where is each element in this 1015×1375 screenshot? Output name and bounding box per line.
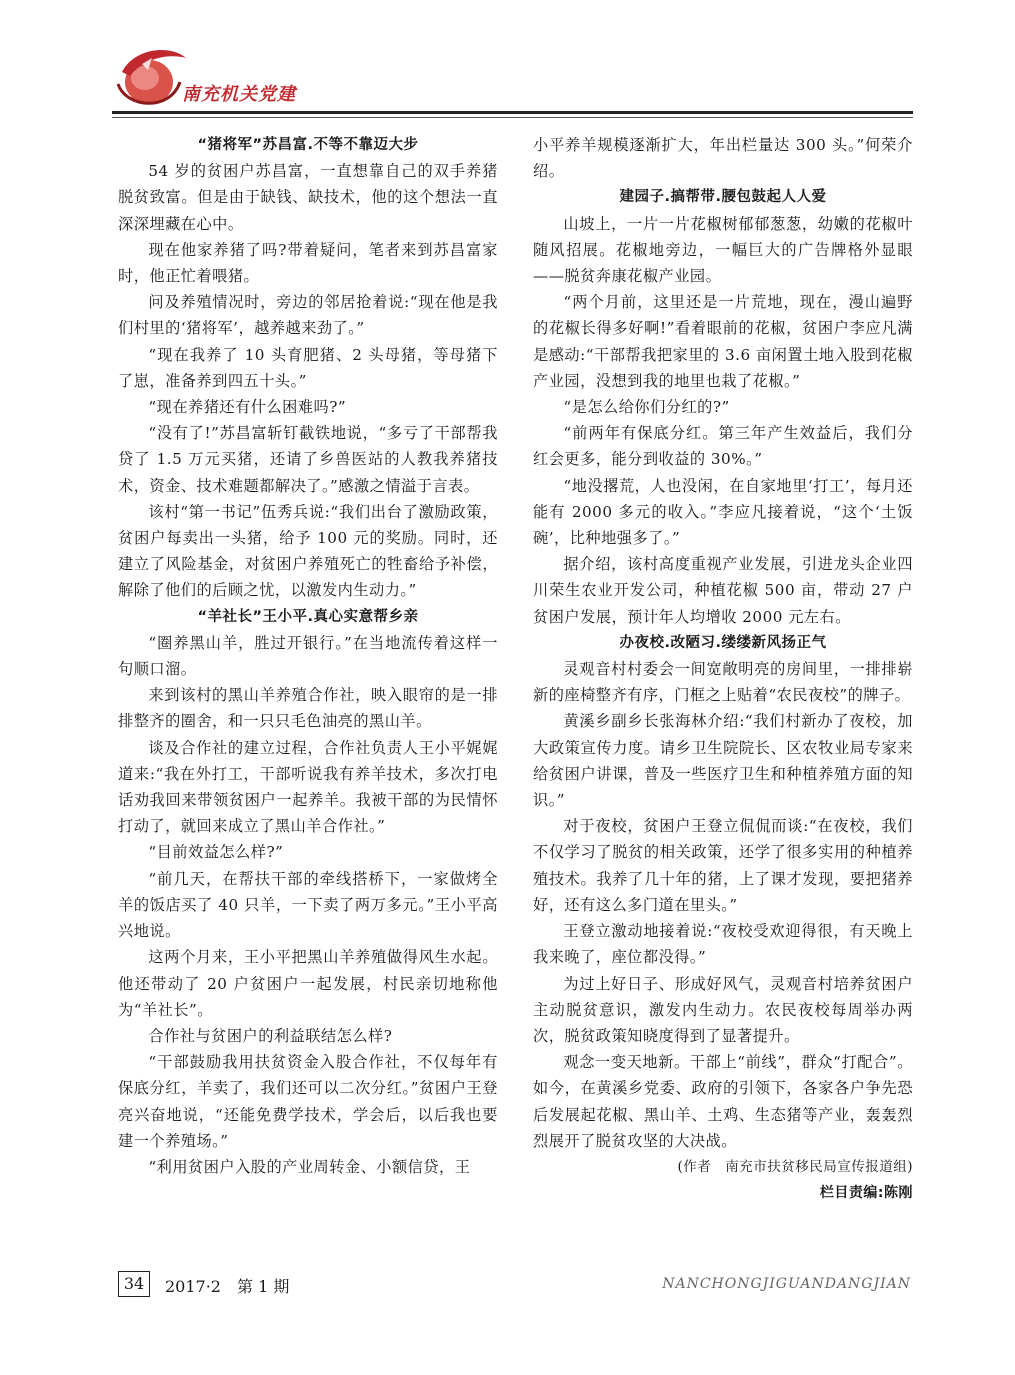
- paragraph: “前几天，在帮扶干部的牵线搭桥下，一家做烤全羊的饭店买了 40 只羊，一下卖了两万多元。”王小平高兴地说。: [118, 869, 498, 941]
- paragraph: 据介绍，该村高度重视产业发展，引进龙头企业四川荣生农业开发公司，种植花椒 500 亩，带动 27 户贫困户发展，预计年人均增收 2000 元左右。: [533, 555, 913, 626]
- paragraph: “没有了!”苏昌富斩钉截铁地说，“多亏了干部帮我贷了 1.5 万元买猪，还请了乡兽医站的人教我养猪技术，资金、技术难题都解决了。”感激之情溢于言表。: [118, 424, 498, 495]
- magazine-name-footer: NANCHONGJIGUANDANGJIAN: [662, 1276, 911, 1292]
- paragraph: 王登立激动地接着说:“夜校受欢迎得很，有天晚上我来晚了，座位都没得。”: [533, 922, 913, 967]
- section-heading: “猪将军”苏昌富.不等不靠迈大步: [197, 137, 419, 153]
- paragraph: 来到该村的黑山羊养殖合作社，映入眼帘的是一排排整齐的圈舍，和一只只毛色油亮的黑山羊。: [118, 686, 498, 731]
- paragraph: “圈养黑山羊，胜过开银行。”在当地流传着这样一句顺口溜。: [118, 633, 498, 679]
- paragraph: “前两年有保底分红。第三年产生效益后，我们分红会更多，能分到收益的 30%。”: [533, 424, 913, 469]
- paragraph: “现在我养了 10 头育肥猪、2 头母猪，等母猪下了崽，准备养到四五十头。”: [118, 345, 498, 390]
- section-heading: “羊社长”王小平.真心实意帮乡亲: [197, 608, 419, 625]
- paragraph: 54 岁的贫困户苏昌富，一直想靠自己的双手养猪脱贫致富。但是由于缺钱、缺技术，他的这个想法一直深深埋藏在心中。: [118, 162, 498, 233]
- paragraph: 黄溪乡副乡长张海林介绍:“我们村新办了夜校，加大政策宣传力度。请乡卫生院院长、区农牧业局专家来给贫困户讲课，普及一些医疗卫生和种植养殖方面的知识。”: [533, 712, 913, 810]
- paragraph: 这两个月来，王小平把黑山羊养殖做得风生水起。他还带动了 20 户贫困户一起发展，村民亲切地称他为“羊社长”。: [118, 948, 498, 1019]
- paragraph: 灵观音村村委会一间宽敞明亮的房间里，一排排崭新的座椅整齐有序，门框之上贴着“农民夜校”的牌子。: [533, 660, 913, 705]
- paragraph: “两个月前，这里还是一片荒地，现在，漫山遍野的花椒长得多好啊!”看着眼前的花椒，贫困户李应凡满是感动:“干部帮我把家里的 3.6 亩闲置土地入股到花椒产业园，没想到我的地里也栽了花椒。”: [533, 293, 913, 390]
- article-column-left: [118, 132, 498, 1180]
- paragraph: 山坡上，一片一片花椒树郁郁葱葱，幼嫩的花椒叶随风招展。花椒地旁边，一幅巨大的广告牌格外显眼——脱贫奔康花椒产业园。: [533, 214, 913, 286]
- brand-title: 南充机关党建: [182, 84, 296, 105]
- column-editor: 栏目责编:陈刚: [819, 1185, 913, 1202]
- section-heading: 办夜校.改陋习.缕缕新风扬正气: [619, 634, 827, 651]
- paragraph: 为过上好日子、形成好风气，灵观音村培养贫困户主动脱贫意识，激发内生动力。农民夜校每周举办两次，脱贫政策知晓度得到了显著提升。: [533, 974, 913, 1045]
- paragraph-continued: 小平养羊规模逐渐扩大，年出栏量达 300 头。”何荣介绍。: [533, 136, 913, 181]
- magazine-logo-icon: [112, 38, 187, 113]
- paragraph: “目前效益怎么样?”: [148, 843, 284, 862]
- paragraph: “是怎么给你们分红的?”: [563, 398, 730, 417]
- article-column-right: [533, 132, 913, 1206]
- paragraph: 观念一变天地新。干部上“前线”，群众“打配合”。如今，在黄溪乡党委、政府的引领下，各家各户争先恐后发展起花椒、黑山羊、土鸡、生态猪等产业，轰轰烈烈展开了脱贫攻坚的大决战。: [533, 1053, 913, 1150]
- paragraph: “地没撂荒，人也没闲，在自家地里‘打工’，每月还能有 2000 多元的收入。”李应凡接着说，“这个‘土饭碗’，比种地强多了。”: [533, 476, 913, 548]
- header-divider-thin: [112, 117, 913, 118]
- paragraph: 问及养殖情况时，旁边的邻居抢着说:“现在他是我们村里的‘猪将军’，越养越来劲了。”: [118, 293, 498, 338]
- page-number: 34: [118, 1271, 150, 1297]
- paragraph: 现在他家养猪了吗?带着疑问，笔者来到苏昌富家时，他正忙着喂猪。: [118, 240, 498, 286]
- paragraph: 该村“第一书记”伍秀兵说:“我们出台了激励政策，贫困户每卖出一头猪，给予 100 元的奖励。同时，还建立了风险基金，对贫困户养殖死亡的牲畜给予补偿，解除了他们的后顾之忧，以激发内生动力。”: [118, 502, 498, 600]
- header-divider: [112, 111, 913, 114]
- section-heading: 建园子.搞帮带.腰包鼓起人人爱: [619, 189, 827, 206]
- paragraph: “干部鼓励我用扶贫资金入股合作社，不仅每年有保底分红，羊卖了，我们还可以二次分红。”贫困户王登亮兴奋地说，“还能免费学技术，学会后，以后我也要建一个养殖场。”: [118, 1053, 498, 1150]
- author-credit: (作者 南充市扶贫移民局宣传报道组): [677, 1158, 913, 1175]
- issue-info: 2017·2 第 1 期: [165, 1277, 290, 1296]
- paragraph: “利用贫困户入股的产业周转金、小额信贷，王: [148, 1157, 471, 1176]
- paragraph: 对于夜校，贫困户王登立侃侃而谈:“在夜校，我们不仅学习了脱贫的相关政策，还学了很多实用的种植养殖技术。我养了几十年的猪，上了课才发现，要把猪养好，还有这么多门道在里头。”: [533, 817, 913, 914]
- paragraph: 合作社与贫困户的利益联结怎么样?: [148, 1026, 393, 1045]
- paragraph: “现在养猪还有什么困难吗?”: [148, 398, 347, 417]
- paragraph: 谈及合作社的建立过程，合作社负责人王小平娓娓道来:“我在外打工，干部听说我有养羊技术，多次打电话劝我回来带领贫困户一起养羊。我被干部的为民情怀打动了，就回来成立了黑山羊合作社。”: [118, 738, 498, 836]
